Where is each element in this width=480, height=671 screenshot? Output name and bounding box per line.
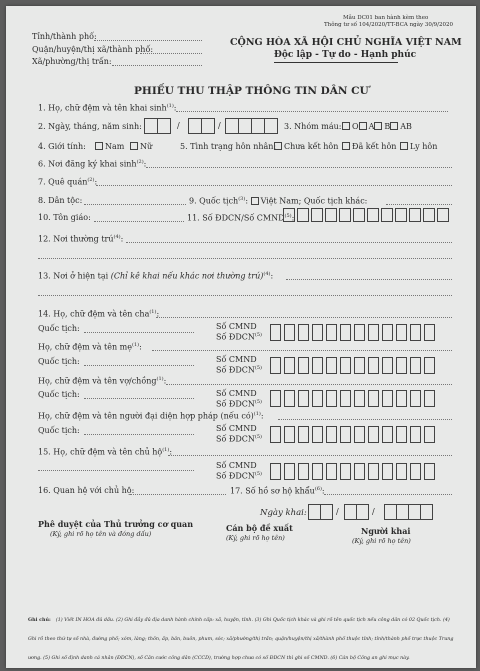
approval-heading: Phê duyệt của Thủ trưởng cơ quan xyxy=(38,519,194,529)
marital-single-checkbox[interactable]: Chưa kết hôn xyxy=(274,142,338,151)
date-year-box-4[interactable] xyxy=(420,504,433,520)
household-cmnd-label: Số CMND xyxy=(216,461,257,470)
officer-note: (Ký, ghi rõ họ tên) xyxy=(226,534,285,542)
marital-divorced-checkbox[interactable]: Ly hôn xyxy=(400,142,437,151)
declarant-heading: Người khai xyxy=(361,526,411,536)
household-head-label: 15. Họ, chữ đệm và tên chủ hộ$^{(1)}$: xyxy=(38,447,173,457)
field-12-label: 12. Nơi thường trú$^{(4)}$: xyxy=(38,234,124,244)
field-13-label: 13. Nơi ở hiện tại (Chỉ kê khai nếu khác nơi thường trú)$^{(4)}$: xyxy=(38,271,274,281)
spouse-id-boxes[interactable] xyxy=(270,390,438,407)
form-code: Mẫu DC01 ban hành kèm theo xyxy=(343,15,429,21)
date-month-box-2[interactable] xyxy=(356,504,369,520)
blood-type-options[interactable]: O A B AB xyxy=(342,122,412,131)
date-day-box-2[interactable] xyxy=(320,504,333,520)
blood-type-label: 3. Nhóm máu: xyxy=(284,122,342,131)
mother-name-label: Họ, chữ đệm và tên mẹ$^{(1)}$: xyxy=(38,342,142,352)
ward-label: Xã/phường/thị trấn: xyxy=(32,57,112,66)
spouse-cmnd-label: Số CMND xyxy=(216,389,257,398)
spouse-nationality-label: Quốc tịch: xyxy=(38,390,80,399)
field-11-label: 11. Số ĐDCN/Số CMND$^{(5)}$: xyxy=(187,213,295,223)
month-box-1[interactable] xyxy=(188,118,202,134)
household-ddcn-label: Số ĐDCN$^{(5)}$ xyxy=(216,471,263,481)
mother-nationality-label: Quốc tịch: xyxy=(38,357,80,366)
year-box-1[interactable] xyxy=(225,118,239,134)
representative-nationality-label: Quốc tịch: xyxy=(38,426,80,435)
day-box-1[interactable] xyxy=(144,118,158,134)
father-id-boxes[interactable] xyxy=(270,324,438,341)
father-name-label: 14. Họ, chữ đệm và tên cha$^{(1)}$: xyxy=(38,309,160,319)
field-1-label: 1. Họ, chữ đệm và tên khai $\sinh^{(1)}$: xyxy=(38,103,177,113)
representative-name-label: Họ, chữ đệm và tên người đại diện hợp pháp (nếu có)$^{(1)}$: xyxy=(38,411,264,421)
year-box-2[interactable] xyxy=(238,118,252,134)
field-2-label: 2. Ngày, tháng, năm sinh: xyxy=(38,122,142,131)
mother-id-boxes[interactable] xyxy=(270,357,438,374)
field-9-label: 9. Quốc tịch$^{(3)}$: Việt Nam; Quốc tịch khác: xyxy=(189,196,368,206)
footnote: Ghi chú: (1) Viết IN HOA đủ dấu. (2) Ghi đầy đủ địa danh hành chính cấp: xã, huyện, tỉnh. (3) Ghi Quốc tịch khác và ghi rõ tên quốc tịch nếu công dân có 02 Quốc tịch. (4) Ghi rõ theo thứ tự số nhà, đường phố; xóm, làng; thôn, ấp, bản, buôn, phum, sóc; xã/phường/thị trấn; quận/huyện/thị xã/thành phố thuộc tỉnh; tỉnh/thành phố trực thuộc Trung ương. (5) Ghi số định danh cá nhân (ĐDCN), số Căn cước công dân (CCCD), trường hợp chưa có số ĐDCN thì ghi số CMND. (6) Cán bộ Công an ghi mục này. xyxy=(28,617,454,661)
household-id-boxes[interactable] xyxy=(270,463,438,480)
gender-female-checkbox[interactable]: Nữ xyxy=(130,142,152,151)
field-8-label: 8. Dân tộc: xyxy=(38,196,83,205)
relation-label: 16. Quan hệ với chủ hộ: xyxy=(38,486,135,495)
date-label: Ngày khai: xyxy=(260,508,307,518)
representative-id-boxes[interactable] xyxy=(270,426,438,443)
mother-cmnd-label: Số CMND xyxy=(216,355,257,364)
father-cmnd-label: Số CMND xyxy=(216,322,257,331)
household-book-label: 17. Số hồ sơ hộ khẩu$^{(6)}$: xyxy=(230,486,325,496)
motto: Độc lập - Tự do - Hạnh phúc xyxy=(274,50,417,60)
mother-ddcn-label: Số ĐDCN$^{(5)}$ xyxy=(216,365,263,375)
year-box-3[interactable] xyxy=(251,118,265,134)
field-6-label: 6. Nơi đăng ký khai $\sinh^{(2)}$: xyxy=(38,159,147,169)
province-label: Tỉnh/thành phố: xyxy=(32,32,97,41)
year-box-4[interactable] xyxy=(264,118,278,134)
day-box-2[interactable] xyxy=(157,118,171,134)
representative-ddcn-label: Số ĐDCN$^{(5)}$ xyxy=(216,434,263,444)
father-nationality-label: Quốc tịch: xyxy=(38,324,80,333)
form-paper: Mẫu DC01 ban hành kèm theo Thông tư số 104/2020/TT-BCA ngày 30/9/2020 Tỉnh/thành phố: Quận/huyện/thị xã/thành phố: Xã/phường/thị trấn: CỘNG HÒA XÃ HỘI CHỦ NGHĨA VIỆT NAM Độc lập - Tự do - Hạnh phúc PHIẾU THU THẬP THÔNG TIN DÂN CƯ 1. Họ, chữ đệm và tên khai $\sinh^{(1)}$: 2. Ngày, tháng, năm sinh: / / 3. Nhóm máu: O A B AB 4. Giới tính: Nam Nữ 5. Tình trạng hôn nhân: Chưa kết hôn Đã kết hôn Ly hôn 6. Nơi đăng ký khai $\sinh^{(2)}$: 7. Quê quán$^{(2)}$: 8. Dân tộc: 9. Quốc tịch$^{(3)}$: Việt Nam; Quốc tịch khác: 10. Tôn giáo: 11. Số ĐDCN/Số CMND$^{(5)}$: 12. Nơi thường trú$^{(4)}$: 13. Nơi ở hiện tại (Chỉ kê khai nếu khác nơi thường trú)$^{(4)}$: 14. Họ, chữ đệm và tên cha$^{(1)}$: Quốc tịch: Số CMND Số ĐDCN$^{(5)}$ Họ, chữ đệm và tên mẹ$^{(1)}$: Quốc tịch: Số CMND Số ĐDCN$^{(5)}$ Họ, chữ đệm và tên vợ/chồng$^{(1)}$: Quốc tịch: Số CMND Số ĐDCN$^{(5)}$ Họ, chữ đệm và tên người đại diện hợp pháp (nếu có)$^{(1)}$: Quốc tịch: Số CMND Số ĐDCN$^{(5)}$ 15. Họ, chữ đệm và tên chủ hộ$^{(1)}$: Số CMND Số ĐDCN$^{(5)}$ 16. Quan hệ với chủ hộ: 17. Số hồ sơ hộ khẩu$^{(6)}$: Ngày khai: / / Phê duyệt của Thủ trưởng cơ quan (Ký, ghi rõ họ tên và đóng dấu) Cán bộ đề xuất (Ký, ghi rõ họ tên) Người khai (Ký, ghi rõ họ tên) Ghi chú: (1) Viết IN HOA đủ dấu. (2) Ghi đầy đủ địa danh hành chính cấp: xã, huyện, tỉnh. (3) Ghi Quốc tịch khác và ghi rõ tên quốc tịch nếu công dân có 02 Quốc tịch. (4) Ghi rõ theo thứ tự số nhà, đường phố; xóm, làng; thôn, ấp, bản, buôn, phum, sóc; xã/phường/thị trấn; quận/huyện/thị xã/thành phố thuộc tỉnh; tỉnh/thành phố trực thuộc Trung ương. (5) Ghi số định danh cá nhân (ĐDCN), số Căn cước công dân (CCCD), trường hợp chưa có số ĐDCN thì ghi số CMND. (6) Cán bộ Công an ghi mục này. xyxy=(6,6,476,668)
field-10-label: 10. Tôn giáo: xyxy=(38,213,91,222)
gender-male-checkbox[interactable]: Nam xyxy=(95,142,124,151)
approval-note: (Ký, ghi rõ họ tên và đóng dấu) xyxy=(50,530,152,538)
district-label: Quận/huyện/thị xã/thành phố: xyxy=(32,45,154,54)
marital-married-checkbox[interactable]: Đã kết hôn xyxy=(342,142,396,151)
page-title: PHIẾU THU THẬP THÔNG TIN DÂN CƯ xyxy=(134,85,369,97)
spouse-ddcn-label: Số ĐDCN$^{(5)}$ xyxy=(216,399,263,409)
father-ddcn-label: Số ĐDCN$^{(5)}$ xyxy=(216,332,263,342)
gender-label: 4. Giới tính: xyxy=(38,142,86,151)
republic-heading: CỘNG HÒA XÃ HỘI CHỦ NGHĨA VIỆT NAM xyxy=(230,37,462,48)
circular-ref: Thông tư số 104/2020/TT-BCA ngày 30/9/2020 xyxy=(324,22,454,28)
declarant-note: (Ký, ghi rõ họ tên) xyxy=(352,537,411,545)
id-number-boxes[interactable] xyxy=(283,208,451,222)
officer-heading: Cán bộ đề xuất xyxy=(226,523,293,533)
representative-cmnd-label: Số CMND xyxy=(216,424,257,433)
month-box-2[interactable] xyxy=(201,118,215,134)
field-7-label: 7. Quê quán$^{(2)}$: xyxy=(38,177,98,187)
marital-status-label: 5. Tình trạng hôn nhân: xyxy=(180,142,277,151)
spouse-name-label: Họ, chữ đệm và tên vợ/chồng$^{(1)}$: xyxy=(38,376,167,386)
